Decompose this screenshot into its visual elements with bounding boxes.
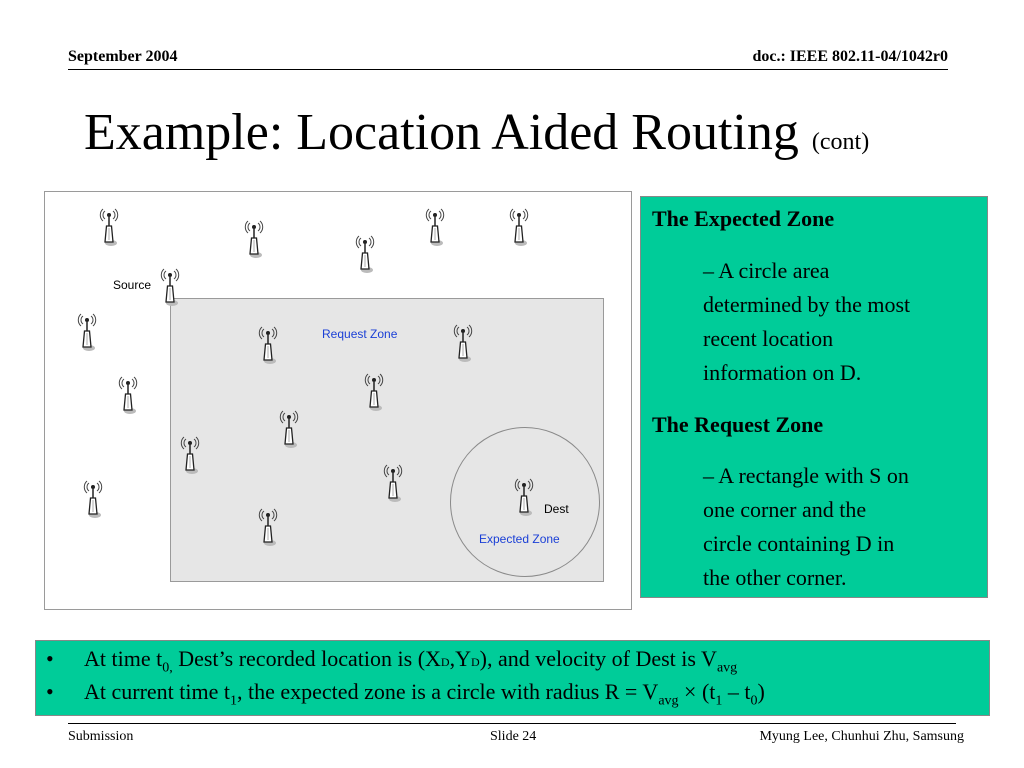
text-line: – A rectangle with S on — [703, 463, 909, 488]
footer-submission: Submission — [68, 729, 134, 744]
antenna-icon — [255, 502, 281, 548]
header-doc-id: doc.: IEEE 802.11-04/1042r0 — [752, 48, 948, 65]
footer-authors: Myung Lee, Chunhui Zhu, Samsung — [759, 729, 964, 744]
expected-zone-label: Expected Zone — [479, 532, 560, 546]
text-line: information on D. — [703, 360, 862, 385]
footer-slide-number: Slide 24 — [490, 729, 537, 744]
dest-label: Dest — [544, 502, 569, 516]
antenna-icon — [241, 214, 267, 260]
antenna-icon — [115, 370, 141, 416]
expected-zone-title: The Expected Zone — [652, 206, 835, 231]
antenna-icon — [352, 229, 378, 275]
bullet-box — [35, 640, 990, 716]
text-line: one corner and the — [703, 497, 867, 522]
antenna-icon — [450, 318, 476, 364]
request-zone-title: The Request Zone — [652, 412, 824, 437]
source-antenna-icon — [157, 262, 183, 308]
bullet-item: • At time $t_{0,}$ Dest’s recorded location is (XD,YD), and velocity of Dest is $V_{avg}$ — [46, 646, 738, 676]
text-line: determined by the most — [703, 292, 911, 317]
expected-zone-description — [703, 254, 983, 390]
antenna-icon — [361, 367, 387, 413]
routing-diagram — [44, 191, 632, 610]
antenna-icon — [177, 430, 203, 476]
bullet-item: • At current time $t_1$, the expected zone is a circle with radius $R = V_{avg} \times (t_1 - t_0)$ — [46, 679, 765, 709]
antenna-icon — [80, 474, 106, 520]
header-date: September 2004 — [68, 48, 178, 65]
footer-divider — [68, 723, 956, 724]
slide-title — [84, 104, 870, 161]
antenna-icon — [255, 320, 281, 366]
source-label: Source — [113, 278, 152, 292]
antenna-icon — [74, 307, 100, 353]
dest-antenna-icon — [511, 472, 537, 518]
text-line: recent location — [703, 326, 834, 351]
header-divider — [68, 69, 948, 70]
slide-title-suffix: (cont) — [811, 129, 870, 155]
antenna-icon — [276, 404, 302, 450]
antenna-icon — [96, 202, 122, 248]
text-line: – A circle area — [703, 258, 830, 283]
antenna-icon — [506, 202, 532, 248]
slide-title-main: Example: Location Aided Routing — [84, 104, 799, 161]
antenna-icon — [380, 458, 406, 504]
antenna-icon — [422, 202, 448, 248]
text-line: circle containing D in — [703, 531, 895, 556]
text-line: the other corner. — [703, 565, 847, 590]
request-zone-description — [703, 459, 983, 595]
request-zone-label: Request Zone — [322, 327, 398, 341]
zone-definitions-box — [640, 196, 988, 598]
